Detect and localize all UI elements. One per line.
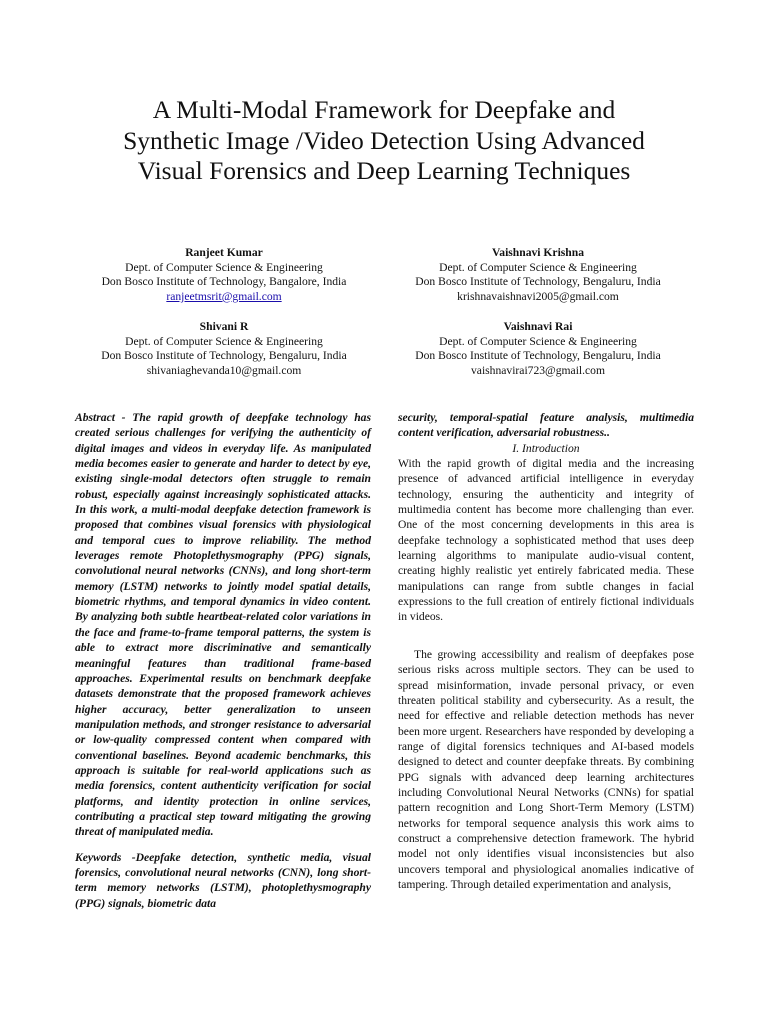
keywords-continued: security, temporal-spatial feature analysis, multimedia content verification, adversarial robustness.. (398, 411, 694, 440)
author-name: Vaishnavi Rai (503, 320, 573, 333)
author-email: vaishnavirai723@gmail.com (471, 363, 605, 377)
author-institute: Don Bosco Institute of Technology, Bengaluru, India (415, 349, 661, 363)
author-institute: Don Bosco Institute of Technology, Bengaluru, India (101, 349, 347, 363)
author-institute: Don Bosco Institute of Technology, Bengaluru, India (415, 275, 661, 289)
section-heading-introduction: I. Introduction (512, 441, 580, 455)
author-block-4 (378, 320, 698, 378)
paper-title (60, 95, 708, 187)
author-email: shivaniaghevanda10@gmail.com (146, 363, 302, 377)
author-name: Ranjeet Kumar (185, 246, 263, 259)
author-email: krishnavaishnavi2005@gmail.com (457, 289, 619, 303)
author-dept: Dept. of Computer Science & Engineering (125, 334, 323, 348)
author-dept: Dept. of Computer Science & Engineering (125, 260, 323, 274)
intro-paragraph-2: The growing accessibility and realism of deepfakes pose serious risks across multiple sectors. They can be used to spread misinformation, invade personal privacy, or even threaten political stability and cybersecurity. As a result, the need for effective and reliable detection methods has never been more urgent. Researchers have responded by developing a range of digital forensics techniques and AI-based models designed to detect and counter deepfake threats. By combining PPG signals with advanced deep learning architectures including Convolutional Neural Networks (CNNs) for spatial pattern recognition and Long Short-Term Memory (LSTM) networks for temporal sequence analysis this work aims to construct a comprehensive detection framework. The hybrid model not only identifies visual inconsistencies but also uncovers temporal and physiological anomalies indicative of tampering. Through detailed experimentation and analysis, (398, 647, 694, 891)
author-institute: Don Bosco Institute of Technology, Bangalore, India (101, 275, 347, 289)
title-line: Visual Forensics and Deep Learning Techniques (137, 156, 631, 185)
abstract: Abstract - The rapid growth of deepfake technology has created serious challenges for verifying the authenticity of digital images and videos in everyday life. As manipulated media becomes easier to generate and harder to detect by eye, existing single-modal detectors often struggle to remain robust, especially against increasingly sophisticated attacks. In this work, a multi-modal deepfake detection framework is proposed that combines visual forensics with physiological and temporal cues to improve reliability. The method leverages remote Photoplethysmography (PPG) signals, convolutional neural networks (CNNs), and long short-term memory (LSTM) networks to jointly model spatial details, biometric rhythms, and temporal dynamics in video content. By analyzing both subtle heartbeat-related color variations in the face and frame-to-frame temporal patterns, the system is able to extract more discriminative and semantically meaningful features than traditional frame-based approaches. Experimental results on benchmark deepfake datasets demonstrate that the proposed framework achieves higher accuracy, better generalization to unseen manipulation methods, and stronger resistance to adversarial or low-quality compressed content when compared with conventional baselines. Beyond academic benchmarks, this approach is suitable for real-world applications such as media forensics, content authenticity verification for social platforms, and identity protection in online services, contributing a practical step toward mitigating the growing threat of manipulated media. (75, 411, 371, 839)
author-block-3 (64, 320, 384, 378)
left-column (75, 410, 371, 911)
author-block-2 (378, 246, 698, 304)
title-line: A Multi-Modal Framework for Deepfake and (152, 95, 616, 124)
author-name: Shivani R (199, 320, 249, 333)
author-email-link[interactable]: ranjeetmsrit@gmail.com (166, 289, 282, 303)
author-dept: Dept. of Computer Science & Engineering (439, 260, 637, 274)
author-dept: Dept. of Computer Science & Engineering (439, 334, 637, 348)
author-block-1 (64, 246, 384, 304)
title-line: Synthetic Image /Video Detection Using Advanced (123, 125, 645, 155)
keywords: Keywords -Deepfake detection, synthetic media, visual forensics, convolutional neural networks (CNN), long short-term memory networks (LSTM), photoplethysmography (PPG) signals, biometric data (75, 850, 371, 910)
intro-paragraph-1: With the rapid growth of digital media and the increasing presence of advanced artificial intelligence in everyday technology, ensuring the authenticity and integrity of multimedia content has become more challenging than ever. One of the most concerning developments in this area is deepfake technology a sophisticated method that uses deep learning algorithms to manipulate audio-visual content, creating highly realistic yet entirely fabricated media. These manipulations can range from subtle changes in facial expressions to the full creation of entirely fictional individuals in videos. (398, 457, 694, 624)
right-column (398, 410, 694, 892)
author-name: Vaishnavi Krishna (491, 246, 585, 259)
